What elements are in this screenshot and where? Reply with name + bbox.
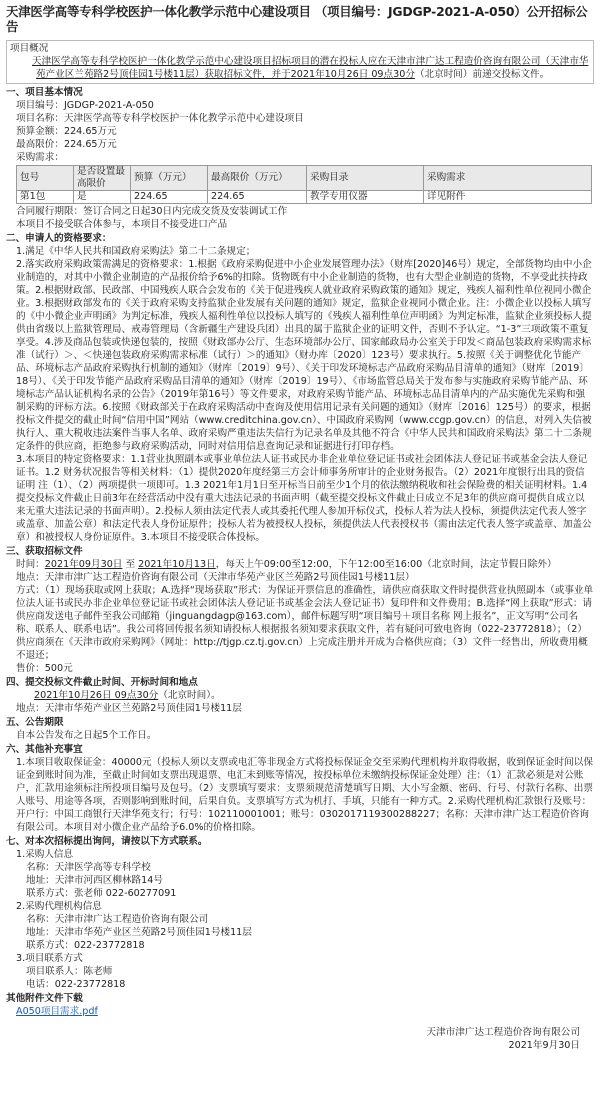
requirements-table (16, 165, 592, 204)
section-deadline-heading: 四、提交投标文件截止时间、开标时间和地点 (6, 677, 198, 688)
table-cell: 224.65 (131, 191, 208, 204)
overview-text (10, 55, 590, 81)
start-date: 2021年09月30日 (44, 559, 123, 570)
get-documents-place: 地点：天津市津广达工程造价咨询有限公司（天津市华苑产业区兰苑路2号顶佳园1号楼11层） (16, 572, 415, 583)
signature-org: 天津市津广达工程造价咨询有限公司 (426, 1027, 580, 1038)
budget-amount: 预算金额：224.65万元 (16, 126, 117, 137)
procurement-needs-label: 采购需求： (16, 152, 64, 163)
deadline-place: 地点：天津市华苑产业区兰苑路2号顶佳园1号楼11层 (16, 703, 242, 714)
purchaser-title: 1.采购人信息 (16, 849, 74, 860)
table-header: 最高限价（万元） (208, 166, 307, 191)
agency-title: 2.采购代理机构信息 (16, 901, 102, 912)
end-date: 2021年10月13日 (138, 559, 216, 570)
overview-label: 项目概况 (10, 43, 49, 54)
table-header: 采购需求 (424, 166, 592, 191)
section-contact-heading: 七、对本次招标提出询问，请按以下方式联系。 (6, 836, 208, 847)
overview-deadline: 2021年10月26日 09点30分 (290, 69, 415, 80)
deadline-time: 2021年10月26日 09点30分 (34, 690, 159, 701)
date-to: 至 (122, 559, 139, 570)
table-cell: 详见附件 (424, 191, 592, 204)
section-other-matters-heading: 六、其他补充事宜 (6, 744, 83, 755)
signature-date: 2021年9月30日 (508, 1040, 580, 1051)
table-cell: 224.65 (208, 191, 307, 204)
purchaser-address: 地址：天津市河西区柳林路14号 (26, 875, 163, 886)
signature-block (6, 1026, 594, 1052)
basic-info-after (6, 205, 594, 231)
get-documents-time (16, 558, 594, 571)
max-price: 最高限价：224.65万元 (16, 139, 117, 150)
project-number: 项目编号：JGDGP-2021-A-050 (16, 100, 154, 111)
get-documents-method: 方式：（1）现场获取或网上获取；A.选择“现场获取”形式：为保证开票信息的准确性，请供应商获取文件时提供营业执照副本（或事业单位法人证书或民办非企业单位登记证书或社会团体法人登记证书或基金会法人登记证书）复印件和文件费用；B.选择“网上获取”形式：请供应商发送电子邮件至我公司邮箱（jinguangdagp@163.com），邮件标题写明“项目编号＋项目名称 网上报名”，正文写明“公司名称、联系人、联系电话”。我公司将回传报名须知请投标人根据报名须知要求获取文件，若有疑问可致电咨询（022-23772818）；（2）供应商须在《天津市政府采购网》（网址：http://tjgp.cz.tj.gov.cn）上完成注册并开成为合格供应商；（3）文件一经售出，所收费用概不退还； (16, 585, 594, 661)
other-matters-text: 1.本项目收取保证金：40000元（投标人须以支票或电汇等非现金方式将投标保证金交至采购代理机构并取得收据，收到保证金时间以保证金到账时间为准，至截止时间如支票出现退票、电汇未到账等情况，按投标单位未缴纳投标保证金处理）注：（1）汇款必须是对公账户，汇款用途须标注所投项目编号及包号。（2）支票填写要求：支票须规范清楚填写日期、大小写金额、密码、行号、付款行名称、出票人账号、用途等各项，否则影响到账时间，后果自负。支票填写方式为机打、手填，只能有一种方式。2.采购代理机构汇款银行及账号：开户行：中国工商银行天津华苑支行；行号：102110001001；账号：0302017119300288227；名称：天津市津广达工程造价咨询有限公司。本项目对小微企业产品给予6.0%的价格扣除。 (16, 757, 593, 833)
qualification-item-1: 1.满足《中华人民共和国政府采购法》第二十二条规定； (16, 246, 256, 257)
contact-body (6, 848, 594, 991)
section-basic-info-heading: 一、项目基本情况 (6, 87, 83, 98)
purchaser-contact: 联系方式：张老师 022-60277091 (26, 888, 177, 899)
section-notice-period-heading: 五、公告期限 (6, 717, 64, 728)
contact-phone: 电话：022-23772818 (26, 979, 126, 990)
purchaser-name: 名称：天津医学高等专科学校 (26, 862, 151, 873)
consortium-note: 本项目不接受联合体参与，本项目不接受进口产品 (16, 219, 228, 230)
deadline-body (6, 689, 594, 715)
table-header: 预算（万元） (131, 166, 208, 191)
qualification-item-3: 3.本项目的特定资格要求：1.1营业执照副本或事业单位法人证书或民办非企业单位登记证书或社会团体法人登记证书或基金会法人登记证书。1.2 财务状况报告等相关材料：（1）提供2020年度经第三方会计师事务所审计的企业财务报告。（2）2021年度银行出具的资信证明 注（1）、（2）两项提供一项即可。1.3 2021年1月1日至开标当日前至少1个月的依法缴纳税收和社会保险费的相关证明材料。1.4 提交投标文件截止日前3年在经营活动中没有重大违法记录的书面声明（截至提交投标文件截止日成立不足3年的供应商可提供自成立以来无重大违法记录的书面声明）。2.投标人须由法定代表人或其委托代理人参加开标仪式，投标人若为法人投标，须提供法定代表人签字或盖章、加盖公章）和法定代表人身份证原件；投标人若为被授权人投标，须提供法人代表授权书（需由法定代表人签字或盖章、加盖公章）和被授权人身份证原件。3.本项目不接受联合体投标。 (16, 454, 592, 543)
deadline-time-suffix: （北京时间）。 (158, 690, 221, 701)
overview-part2: （北京时间）前递交投标文件。 (414, 69, 550, 80)
section-get-documents-heading: 三、获取招标文件 (6, 546, 83, 557)
section-qualification-heading: 二、申请人的资格要求： (6, 233, 112, 244)
basic-info-lines (6, 99, 594, 164)
qualification-item-2: 2.落实政府采购政策需满足的资格要求：1.根据《政府采购促进中小企业发展管理办法》（财库[2020]46号）规定，全部货物均由中小企业制造的，对其中小微企业制造的产品报价给予6%的扣除。货物既有中小企业制造的货物，也有大型企业制造的货物，不享受此扶持政策。2.根据财政部、民政部、中国残疾人联合会发布的《关于促进残疾人就业政府采购政策的通知》规定，残疾人福利性单位视同小微企业。3.根据财政部发布的《关于政府采购支持监狱企业发展有关问题的通知》规定，监狱企业视同小微企业。注：小微企业以投标人填写的《中小微企业声明函》为判定标准，残疾人福利性单位以投标人填写的《残疾人福利性单位声明函》为判定标准，监狱企业须投标人提供由省级以上监狱管理局、戒毒管理局（含新疆生产建设兵团）出具的属于监狱企业的证明文件，否则不予认定。“1-3”三项政策不重复享受。4.涉及商品包装或快递包装的，按照《财政部办公厅、生态环境部办公厅、国家邮政局办公室关于印发＜商品包装政府采购需求标准（试行）＞、＜快递包装政府采购需求标准（试行）＞的通知》（财办库〔2020〕123号）要求执行。5.按照《关于调整优化节能产品、环境标志产品政府采购执行机制的通知》（财库〔2019〕9号）、《关于印发环境标志产品政府采购品目清单的通知》（财库〔2019〕18号）、《关于印发节能产品政府采购品目清单的通知》（财库〔2019〕19号）、《市场监管总局关于发布参与实施政府采购节能产品、环境标志产品认证机构名录的公告》（2019年第16号）等文件要求，对政府采购节能产品、环境标志品目清单内的产品实施优先采购和强制采购的评标方法。6.按照《财政部关于在政府采购活动中查询及使用信用记录有关问题的通知》（财库〔2016〕125号）的要求，根据投标文件提交的截止时间“信用中国”网站（www.creditchina.gov.cn）、中国政府采购网（www.ccgp.gov.cn）的信息，对列入失信被执行人、重大税收违法案件当事人名单、政府采购严重违法失信行为记录名单及其他不符合《中华人民共和国政府采购法》第二十二条规定条件的供应商，拒绝参与政府采购活动，同时对信用信息查询记录和证据进行打印存档。 (16, 259, 592, 452)
table-row (17, 191, 592, 204)
table-cell: 教学专用仪器 (307, 191, 424, 204)
table-header: 是否设置最高限价 (74, 166, 131, 191)
page-title: 天津医学高等专科学校医护一体化教学示范中心建设项目 （项目编号：JGDGP-2021-A-050）公开招标公告 (6, 4, 588, 34)
table-header-row (17, 166, 592, 191)
project-overview-box (6, 40, 594, 84)
time-suffix: ，每天上午09:00至12:00，下午12:00至16:00（北京时间，法定节假日除外） (215, 559, 557, 570)
attachments-heading: 其他附件文件下载 (6, 993, 83, 1004)
project-name: 项目名称：天津医学高等专科学校医护一体化教学示范中心建设项目 (16, 113, 304, 124)
table-header: 采购目录 (307, 166, 424, 191)
get-documents-body (6, 558, 594, 675)
table-cell: 是 (74, 191, 131, 204)
deadline-time-line (16, 689, 594, 702)
attachment-download-link[interactable]: A050项目需求.pdf (16, 1006, 98, 1017)
agency-name: 名称：天津市津广达工程造价咨询有限公司 (26, 914, 209, 925)
overview-part1: 天津医学高等专科学校医护一体化教学示范中心建设项目招标项目的潜在投标人应在天津市津广达工程造价咨询有限公司（天津市华苑产业区兰苑路2号顶佳园1号楼11层）获取招标文件，并于 (32, 56, 589, 80)
time-label: 时间： (16, 559, 45, 570)
table-cell: 第1包 (17, 191, 74, 204)
contact-title: 3.项目联系方式 (16, 953, 83, 964)
agency-contact: 联系方式：022-23772818 (26, 940, 145, 951)
contact-person: 项目联系人：陈老师 (26, 966, 113, 977)
document-price: 售价：500元 (16, 663, 73, 674)
notice-period-text: 自本公告发布之日起5个工作日。 (16, 730, 157, 741)
agency-address: 地址：天津市华苑产业区兰苑路2号顶佳园1号楼11层 (26, 927, 252, 938)
qualification-body (6, 245, 594, 544)
table-header: 包号 (17, 166, 74, 191)
contract-period: 合同履行期限：签订合同之日起30日内完成交货及安装调试工作 (16, 206, 288, 217)
